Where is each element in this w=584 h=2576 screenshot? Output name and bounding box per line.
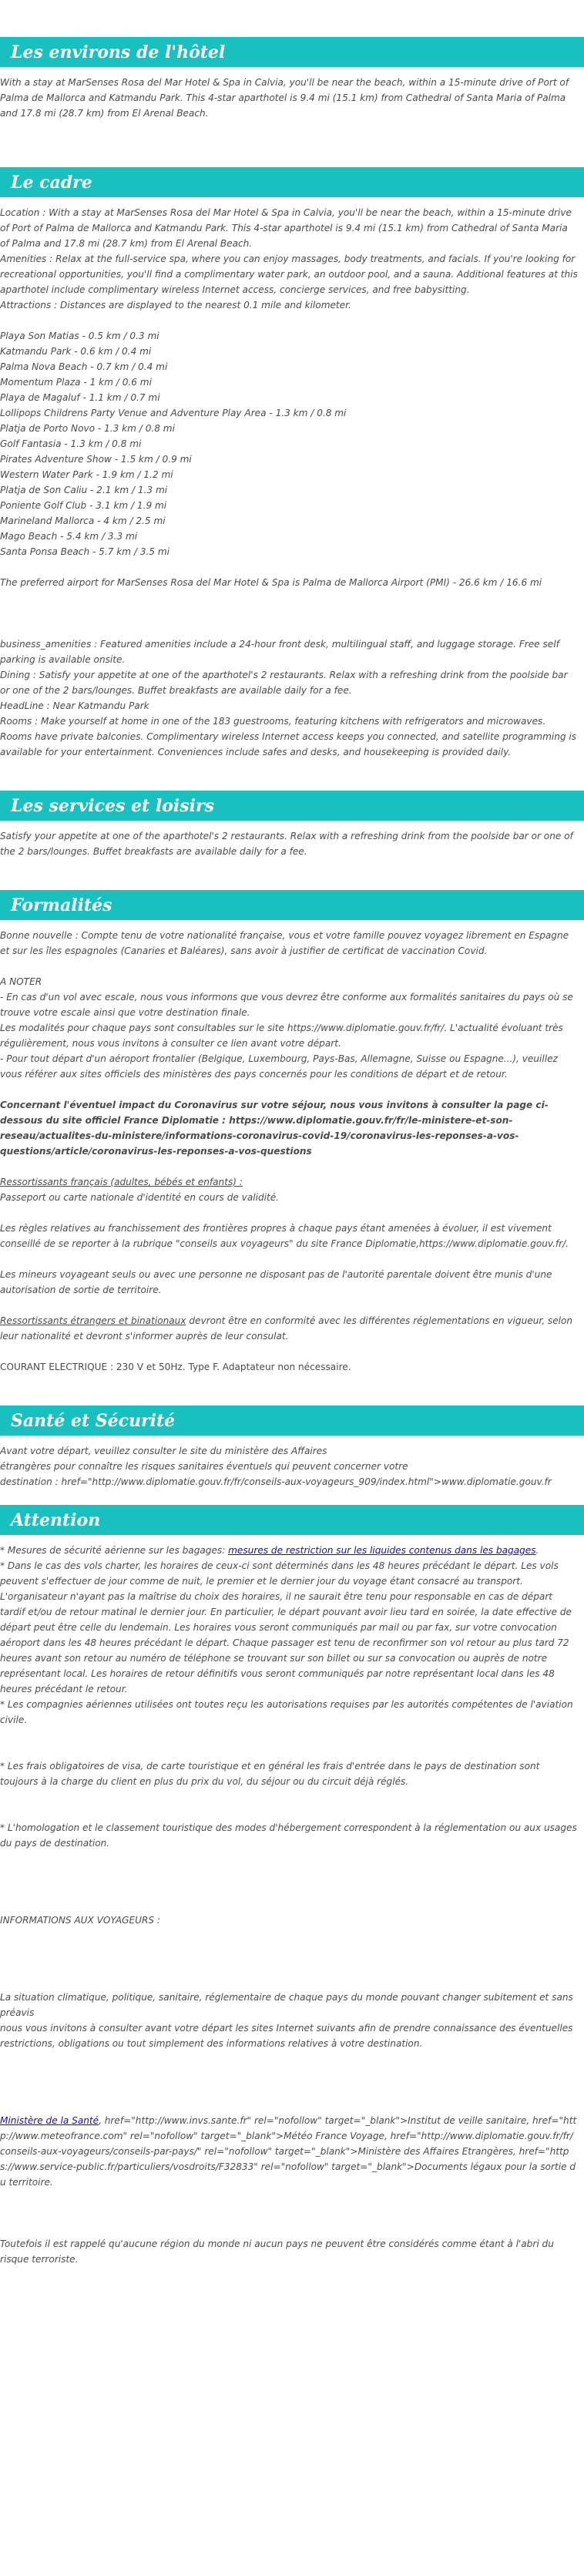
formalites-regles: Les règles relatives au franchissement des frontières propres à chaque pays étant amenées à évoluer, il est vivement conseillé de se reporter à la rubrique "conseils aux voyageurs" du site France Diplomatie,https://www.diplomatie.gouv.fr/.	[0, 1223, 569, 1249]
formalites-ressortissants-label: Ressortissants français (adultes, bébés et enfants) :	[0, 1177, 243, 1187]
formalites-ressortissants-text: Passeport ou carte nationale d'identité en cours de validité.	[0, 1192, 280, 1203]
place-item: Western Water Park - 1.9 km / 1.2 mi	[0, 469, 173, 480]
cadre-dining: Dining : Satisfy your appetite at one of the aparthotel's 2 restaurants. Relax with a refreshing drink from the poolside bar or one of the 2 bars/lounges. Buffet breakfasts are available daily for a fee.	[0, 670, 568, 696]
section-header-formalites: Formalités	[0, 890, 584, 920]
section-environs	[0, 75, 584, 121]
attention-compagnies: * Les compagnies aériennes utilisées ont toutes reçu les autorisations requises par les autorités compétentes de l'aviation civile.	[0, 1699, 573, 1725]
attention-ministere-rest: , href="http://www.invs.sante.fr" rel="nofollow" target="_blank">Institut de veille sanitaire, href="http://www.meteofrance.com" rel="nofollow" target="_blank">Météo France Voyage, href="http://www.diplomatie.gouv.fr/fr/conseils-aux-voyageurs/conseils-par-pays/" rel="nofollow" target="_blank">Ministère des Affaires Etrangères, href="https://www.service-public.fr/particuliers/vosdroits/F32833" rel="nofollow" target="_blank">Documents légaux pour la sortie du territoire.	[0, 2115, 577, 2188]
sante-line-2: étrangères pour connaître les risques sanitaires éventuels qui peuvent concerner votre	[0, 1461, 408, 1472]
section-cadre	[0, 205, 584, 760]
sante-line-3: destination : href="http://www.diplomatie.gouv.fr/fr/conseils-aux-voyageurs_909/index.html">www.diplomatie.gouv.fr	[0, 1476, 552, 1487]
section-header-cadre: Le cadre	[0, 167, 584, 197]
place-item: Golf Fantasia - 1.3 km / 0.8 mi	[0, 438, 142, 449]
place-item: Santa Ponsa Beach - 5.7 km / 3.5 mi	[0, 546, 170, 557]
formalites-mineurs: Les mineurs voyageant seuls ou avec une personne ne disposant pas de l'autorité parentale doivent être munis d'une autorisation de sortie de territoire.	[0, 1269, 552, 1295]
place-item: Poniente Golf Club - 3.1 km / 1.9 mi	[0, 500, 167, 511]
section-header-services: Les services et loisirs	[0, 791, 584, 821]
cadre-headline: HeadLine : Near Katmandu Park	[0, 700, 149, 711]
attention-mesures-prefix: * Mesures de sécurité aérienne sur les bagages:	[0, 1545, 229, 1556]
attention-terrorisme: Toutefois il est rappelé qu'aucune région du monde ni aucun pays ne peuvent être considérés comme étant à l'abri du risque terroriste.	[0, 2238, 554, 2265]
formalites-aeroport: - Pour tout départ d'un aéroport frontalier (Belgique, Luxembourg, Pays-Bas, Allemagne, Suisse ou Espagne...), veuillez vous référer aux sites officiels des ministères des pays concernés pour les conditions de départ et de retour.	[0, 1053, 558, 1080]
attention-mesures-suffix: .	[535, 1545, 539, 1556]
cadre-attractions: Attractions : Distances are displayed to the nearest 0.1 mile and kilometer.	[0, 300, 351, 311]
place-item: Lollipops Childrens Party Venue and Adventure Play Area - 1.3 km / 0.8 mi	[0, 408, 347, 418]
services-text: Satisfy your appetite at one of the aparthotel's 2 restaurants. Relax with a refreshing drink from the poolside bar or one of the 2 bars/lounges. Buffet breakfasts are available daily for a fee.	[0, 831, 573, 857]
cadre-amenities: Amenities : Relax at the full-service spa, where you can enjoy massages, body treatments, and facials. If you're looking for recreational opportunities, you'll find a complimentary water park, an outdoor pool, and a sauna. Additional features at this aparthotel include complimentary wireless Internet access, concierge services, and free babysitting.	[0, 254, 578, 295]
place-item: Momentum Plaza - 1 km / 0.6 mi	[0, 377, 152, 388]
section-sante	[0, 1443, 584, 1490]
place-item: Platja de Son Caliu - 2.1 km / 1.3 mi	[0, 485, 168, 495]
formalites-modalites: Les modalités pour chaque pays sont consultables sur le site https://www.diplomatie.gouv.fr/fr/. L'actualité évoluant très régulièrement, nous vous invitons à consulter ce lien avant votre départ.	[0, 1023, 563, 1049]
attention-frais: * Les frais obligatoires de visa, de carte touristique et en général les frais d'entrée dans le pays de destination sont toujours à la charge du client en plus du prix du vol, du séjour ou du circuit déjà réglés.	[0, 1761, 540, 1787]
formalites-etrangers-text: devront être en conformité avec les différentes réglementations en vigueur, selon leur nationalité et devront s'informer auprès de leur consulat.	[0, 1315, 573, 1342]
place-item: Marineland Mallorca - 4 km / 2.5 mi	[0, 516, 166, 526]
formalites-etrangers	[0, 1313, 578, 1344]
cadre-location: Location : With a stay at MarSenses Rosa del Mar Hotel & Spa in Calvia, you'll be near the beach, within a 15-minute drive of Port of Palma de Mallorca and Katmandu Park. This 4-star aparthotel is 9.4 mi (15.1 km) from Cathedral of Santa Maria of Palma and 17.8 mi (28.7 km) from El Arenal Beach.	[0, 207, 572, 249]
attention-homologation: * L'homologation et le classement touristique des modes d'hébergement correspondent à la réglementation ou aux usages du pays de destination.	[0, 1822, 577, 1849]
attention-situation-1: La situation climatique, politique, sanitaire, réglementaire de chaque pays du monde pouvant changer subitement et sans préavis	[0, 1992, 573, 2018]
section-header-environs: Les environs de l'hôtel	[0, 37, 584, 67]
attention-situation-2: nous vous invitons à consulter avant votre départ les sites Internet suivants afin de prendre connaissance des éventuelles restrictions, obligations ou tout simplement des informations relatives à votre destination.	[0, 2023, 573, 2049]
place-item: Katmandu Park - 0.6 km / 0.4 mi	[0, 346, 152, 357]
section-header-attention: Attention	[0, 1505, 584, 1535]
attention-infos-voyageurs: INFORMATIONS AUX VOYAGEURS :	[0, 1915, 160, 1926]
cadre-rooms: Rooms : Make yourself at home in one of the 183 guestrooms, featuring kitchens with refrigerators and microwaves. Rooms have private balconies. Complimentary wireless Internet access keeps you connected, and satellite programming is available for your entertainment. Conveniences include safes and desks, and housekeeping is provided daily.	[0, 716, 577, 757]
section-formalites	[0, 928, 584, 1375]
section-services	[0, 828, 584, 859]
cadre-business-amenities: business_amenities : Featured amenities include a 24-hour front desk, multilingual staff, and luggage storage. Free self parking is available onsite.	[0, 639, 559, 665]
environs-text: With a stay at MarSenses Rosa del Mar Hotel & Spa in Calvia, you'll be near the beach, within a 15-minute drive of Port of Palma de Mallorca and Katmandu Park. This 4-star aparthotel is 9.4 mi (15.1 km) from Cathedral of Santa Maria of Palma and 17.8 mi (28.7 km) from El Arenal Beach.	[0, 77, 569, 119]
cadre-airport: The preferred airport for MarSenses Rosa del Mar Hotel & Spa is Palma de Mallorca Airport (PMI) - 26.6 km / 16.6 mi	[0, 577, 542, 588]
formalites-escale: - En cas d'un vol avec escale, nous vous informons que vous devrez être conforme aux formalités sanitaires du pays où se trouve votre escale ainsi que votre destination finale.	[0, 992, 573, 1018]
sante-line-1: Avant votre départ, veuillez consulter le site du ministère des Affaires	[0, 1446, 327, 1456]
section-header-sante: Santé et Sécurité	[0, 1406, 584, 1436]
liquids-restriction-link[interactable]: mesures de restriction sur les liquides contenus dans les bagages	[228, 1545, 536, 1556]
attention-ministere	[0, 2113, 578, 2190]
formalites-bonne-nouvelle: Bonne nouvelle : Compte tenu de votre nationalité française, vous et votre famille pouvez voyagez librement en Espagne et sur les îles espagnoles (Canaries et Baléares), sans avoir à justifier de certificat de vaccination Covid.	[0, 930, 569, 956]
ministere-sante-link[interactable]: Ministère de la Santé	[0, 2115, 99, 2126]
place-item: Playa de Magaluf - 1.1 km / 0.7 mi	[0, 392, 160, 403]
place-item: Mago Beach - 5.4 km / 3.3 mi	[0, 531, 138, 542]
attention-mesures	[0, 1543, 578, 1558]
formalites-courant: COURANT ELECTRIQUE : 230 V et 50Hz. Type F. Adaptateur non nécessaire.	[0, 1362, 351, 1372]
formalites-a-noter: A NOTER	[0, 976, 42, 987]
formalites-coronavirus: Concernant l'éventuel impact du Coronavirus sur votre séjour, nous vous invitons à consulter la page ci-dessous du site officiel France Diplomatie : https://www.diplomatie.gouv.fr/fr/le-ministere-et-son-reseau/actualites-du-ministere/informations-coronavirus-covid-19/coronavirus-les-reponses-a-vos-questions/article/coronavirus-les-reponses-a-vos-questions	[0, 1100, 549, 1157]
place-item: Pirates Adventure Show - 1.5 km / 0.9 mi	[0, 454, 192, 465]
formalites-etrangers-label: Ressortissants étrangers et binationaux	[0, 1315, 186, 1326]
place-item: Platja de Porto Novo - 1.3 km / 0.8 mi	[0, 423, 175, 434]
top-spacer	[0, 0, 584, 37]
place-item: Playa Son Matias - 0.5 km / 0.3 mi	[0, 331, 159, 341]
attention-vols-charter: * Dans le cas des vols charter, les horaires de ceux-ci sont déterminés dans les 48 heures précédant le départ. Les vols peuvent s'effectuer de jour comme de nuit, le premier et le dernier jour du voyage étant consacré au transport. L'organisateur n'ayant pas la maîtrise du choix des horaires, il ne saurait être tenu pour responsable en cas de départ tardif et/ou de retour matinal le dernier jour. En particulier, le départ pouvant avoir lieu tard en soirée, la date effective de départ peut être celle du lendemain. Les horaires vous seront communiqués par mail ou par fax, sur votre convocation aéroport dans les 48 heures précédant le départ. Chaque passager est tenu de reconfirmer son vol retour au plus tard 72 heures avant son retour au numéro de téléphone se trouvant sur son billet ou sur sa convocation ou auprès de notre représentant local. Les horaires de retour définitifs vous seront communiqués par notre représentant local dans les 48 heures précédant le retour.	[0, 1560, 572, 1694]
section-attention	[0, 1543, 584, 2267]
place-item: Palma Nova Beach - 0.7 km / 0.4 mi	[0, 361, 168, 372]
